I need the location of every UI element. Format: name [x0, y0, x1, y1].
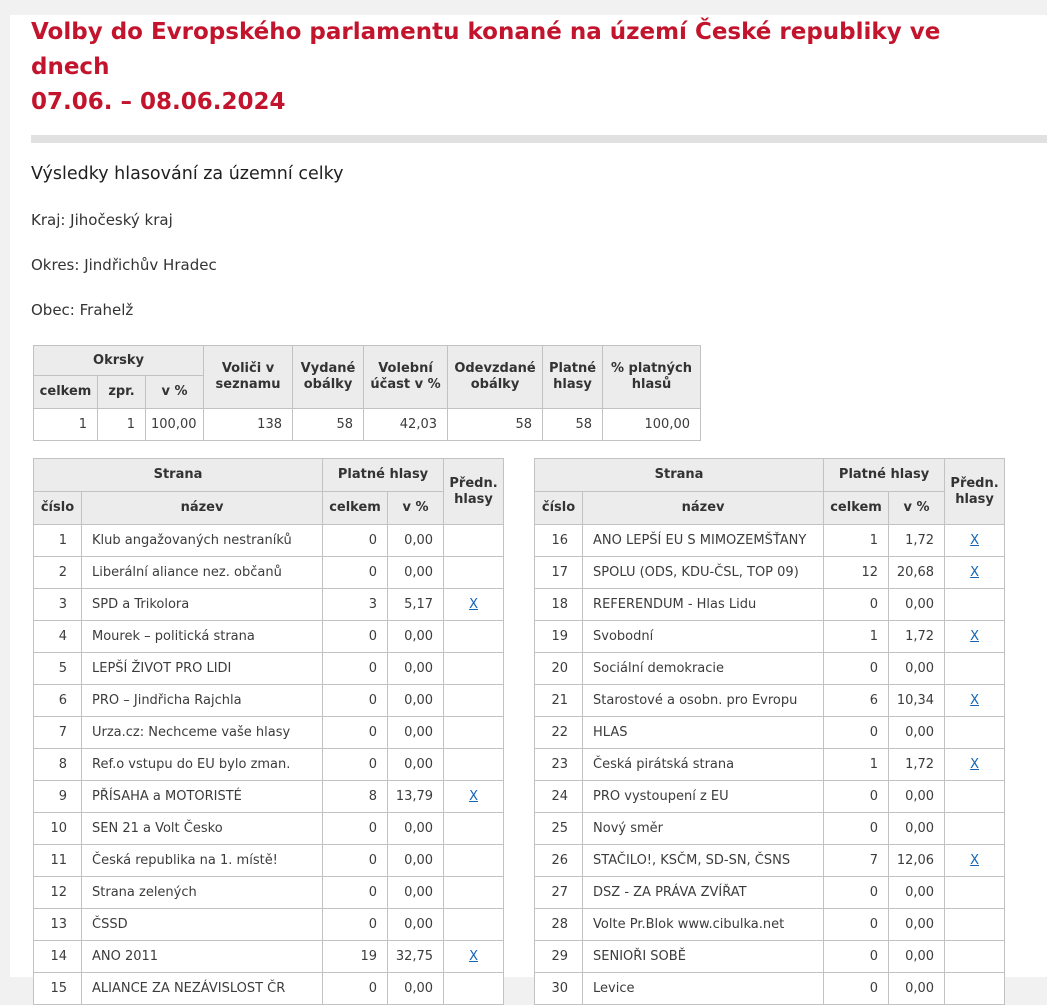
party-row [34, 653, 504, 685]
party-votes-cell: 0 [824, 781, 889, 813]
party-row [535, 589, 1005, 621]
party-percent-cell: 20,68 [889, 557, 945, 589]
party-percent-cell: 0,00 [889, 909, 945, 941]
party-number-cell: 5 [34, 653, 82, 685]
party-votes-cell: 0 [824, 877, 889, 909]
party-row [34, 685, 504, 717]
party-votes-cell: 0 [323, 621, 388, 653]
summary-header-row-1 [34, 346, 701, 376]
party-number-cell: 24 [535, 781, 583, 813]
party-percent-cell: 0,00 [889, 973, 945, 1005]
party-number-cell: 11 [34, 845, 82, 877]
party-percent-cell: 0,00 [889, 781, 945, 813]
municipality-label: Obec: Frahelž [31, 301, 134, 319]
preferential-votes-header: Předn. hlasy [444, 459, 504, 525]
party-row [535, 845, 1005, 877]
party-votes-cell: 0 [824, 909, 889, 941]
party-row [34, 909, 504, 941]
party-results-tables [33, 458, 1047, 1005]
party-percent-cell: 0,00 [388, 685, 444, 717]
party-percent-cell: 0,00 [889, 589, 945, 621]
party-row [34, 589, 504, 621]
party-votes-cell: 0 [824, 589, 889, 621]
page-title-line-1: Volby do Evropského parlamentu konané na území České republiky ve dnech [31, 19, 941, 80]
party-row [34, 781, 504, 813]
voters-on-roll-value: 138 [204, 409, 293, 441]
party-group-header: Strana [34, 459, 323, 492]
party-number-cell: 6 [34, 685, 82, 717]
party-votes-cell: 1 [824, 525, 889, 557]
party-votes-cell: 0 [824, 717, 889, 749]
party-pref-cell [945, 941, 1005, 973]
party-number-cell: 26 [535, 845, 583, 877]
party-pref-cell [444, 621, 504, 653]
party-votes-cell: 6 [824, 685, 889, 717]
party-votes-cell: 0 [824, 941, 889, 973]
party-votes-cell: 0 [824, 813, 889, 845]
party-votes-cell: 0 [323, 845, 388, 877]
party-percent-cell: 0,00 [889, 813, 945, 845]
party-number-cell: 1 [34, 525, 82, 557]
party-pref-cell [945, 685, 1005, 717]
okrsky-percent-value: 100,00 [146, 409, 204, 441]
party-number-header: číslo [535, 492, 583, 525]
party-percent-cell: 0,00 [388, 973, 444, 1005]
preferential-votes-link[interactable]: X [970, 629, 980, 644]
okrsky-total-value: 1 [34, 409, 98, 441]
okrsky-group-header: Okrsky [34, 346, 204, 376]
party-percent-cell: 0,00 [889, 941, 945, 973]
party-row [535, 781, 1005, 813]
party-name-cell: Volte Pr.Blok www.cibulka.net [583, 909, 824, 941]
party-pref-cell [945, 749, 1005, 781]
section-title: Výsledky hlasování za územní celky [31, 164, 344, 184]
okrsky-processed-value: 1 [98, 409, 146, 441]
party-votes-cell: 3 [323, 589, 388, 621]
party-row [535, 877, 1005, 909]
okrsky-total-header: celkem [34, 376, 98, 409]
party-row [34, 717, 504, 749]
party-pref-cell [444, 653, 504, 685]
party-row [535, 525, 1005, 557]
party-percent-cell: 0,00 [889, 653, 945, 685]
party-name-cell: REFERENDUM - Hlas Lidu [583, 589, 824, 621]
preferential-votes-link[interactable]: X [970, 757, 980, 772]
party-number-cell: 22 [535, 717, 583, 749]
party-name-cell: Strana zelených [82, 877, 323, 909]
party-percent-header: v % [889, 492, 945, 525]
party-name-cell: Liberální aliance nez. občanů [82, 557, 323, 589]
valid-votes-value: 58 [543, 409, 603, 441]
envelopes-issued-value: 58 [293, 409, 364, 441]
party-name-cell: PRO vystoupení z EU [583, 781, 824, 813]
party-number-cell: 17 [535, 557, 583, 589]
party-pref-cell [945, 653, 1005, 685]
party-percent-cell: 0,00 [388, 845, 444, 877]
party-number-cell: 10 [34, 813, 82, 845]
okrsky-processed-header: zpr. [98, 376, 146, 409]
party-pref-cell [945, 781, 1005, 813]
valid-votes-percent-header: % platných hlasů [603, 346, 701, 409]
party-number-cell: 18 [535, 589, 583, 621]
party-pref-cell [444, 941, 504, 973]
page-background [0, 15, 1047, 996]
party-votes-cell: 1 [824, 621, 889, 653]
party-name-cell: Svobodní [583, 621, 824, 653]
valid-votes-percent-value: 100,00 [603, 409, 701, 441]
party-percent-cell: 0,00 [388, 717, 444, 749]
party-header-row-2 [535, 492, 1005, 525]
party-table-left [33, 458, 504, 1005]
party-name-header: název [583, 492, 824, 525]
party-pref-cell [444, 973, 504, 1005]
party-percent-cell: 1,72 [889, 749, 945, 781]
party-pref-cell [444, 717, 504, 749]
party-name-cell: Starostové a osobn. pro Evropu [583, 685, 824, 717]
party-number-cell: 19 [535, 621, 583, 653]
party-name-cell: Sociální demokracie [583, 653, 824, 685]
party-votes-cell: 0 [323, 525, 388, 557]
envelopes-returned-header: Odevzdané obálky [448, 346, 543, 409]
party-row [34, 621, 504, 653]
party-votes-cell: 0 [323, 653, 388, 685]
party-pref-cell [945, 813, 1005, 845]
turnout-percent-value: 42,03 [364, 409, 448, 441]
party-votes-cell: 0 [323, 877, 388, 909]
party-percent-cell: 10,34 [889, 685, 945, 717]
party-row [535, 941, 1005, 973]
party-percent-cell: 0,00 [889, 877, 945, 909]
party-number-cell: 15 [34, 973, 82, 1005]
party-number-cell: 25 [535, 813, 583, 845]
preferential-votes-link[interactable]: X [970, 533, 980, 548]
party-percent-cell: 0,00 [388, 909, 444, 941]
party-pref-cell [945, 525, 1005, 557]
district-label: Okres: Jindřichův Hradec [31, 256, 217, 274]
party-percent-cell: 0,00 [388, 749, 444, 781]
party-header-row-1 [34, 459, 504, 492]
party-name-cell: SPOLU (ODS, KDU-ČSL, TOP 09) [583, 557, 824, 589]
party-name-cell: Mourek – politická strana [82, 621, 323, 653]
party-row [34, 525, 504, 557]
party-number-cell: 23 [535, 749, 583, 781]
party-votes-cell: 0 [323, 717, 388, 749]
party-percent-cell: 5,17 [388, 589, 444, 621]
party-votes-cell: 8 [323, 781, 388, 813]
party-name-cell: Klub angažovaných nestraníků [82, 525, 323, 557]
party-row [34, 749, 504, 781]
preferential-votes-link[interactable]: X [469, 597, 478, 612]
party-row [34, 557, 504, 589]
preferential-votes-link[interactable]: X [970, 565, 980, 580]
party-row [34, 941, 504, 973]
preferential-votes-link[interactable]: X [970, 853, 980, 868]
party-votes-cell: 0 [824, 653, 889, 685]
party-votes-cell: 19 [323, 941, 388, 973]
party-row [535, 749, 1005, 781]
party-number-header: číslo [34, 492, 82, 525]
envelopes-returned-value: 58 [448, 409, 543, 441]
party-number-cell: 28 [535, 909, 583, 941]
party-votes-cell: 0 [323, 557, 388, 589]
party-votes-cell: 12 [824, 557, 889, 589]
party-pref-cell [444, 525, 504, 557]
party-number-cell: 2 [34, 557, 82, 589]
party-percent-cell: 12,06 [889, 845, 945, 877]
turnout-summary-table [33, 345, 701, 441]
party-name-cell: ČSSD [82, 909, 323, 941]
party-pref-cell [945, 621, 1005, 653]
party-row [34, 973, 504, 1005]
voters-on-roll-header: Voliči v seznamu [204, 346, 293, 409]
party-header-row-1 [535, 459, 1005, 492]
party-pref-cell [444, 589, 504, 621]
party-votes-cell: 0 [323, 749, 388, 781]
turnout-percent-header: Volební účast v % [364, 346, 448, 409]
party-name-cell: STAČILO!, KSČM, SD-SN, ČSNS [583, 845, 824, 877]
party-number-cell: 13 [34, 909, 82, 941]
party-number-cell: 3 [34, 589, 82, 621]
valid-votes-header: Platné hlasy [543, 346, 603, 409]
party-percent-header: v % [388, 492, 444, 525]
party-pref-cell [444, 909, 504, 941]
party-number-cell: 16 [535, 525, 583, 557]
party-votes-cell: 0 [323, 685, 388, 717]
summary-data-row [34, 409, 701, 441]
party-percent-cell: 1,72 [889, 621, 945, 653]
party-name-cell: SPD a Trikolora [82, 589, 323, 621]
valid-votes-group-header: Platné hlasy [824, 459, 945, 492]
party-name-cell: PRO – Jindřicha Rajchla [82, 685, 323, 717]
party-number-cell: 7 [34, 717, 82, 749]
title-divider [31, 135, 1047, 143]
party-row [34, 845, 504, 877]
party-group-header: Strana [535, 459, 824, 492]
party-row [535, 973, 1005, 1005]
preferential-votes-header: Předn. hlasy [945, 459, 1005, 525]
party-name-header: název [82, 492, 323, 525]
party-pref-cell [945, 877, 1005, 909]
valid-votes-group-header: Platné hlasy [323, 459, 444, 492]
party-number-cell: 20 [535, 653, 583, 685]
party-row [535, 909, 1005, 941]
preferential-votes-link[interactable]: X [970, 693, 980, 708]
party-votes-cell: 0 [824, 973, 889, 1005]
party-name-cell: Levice [583, 973, 824, 1005]
party-row [34, 877, 504, 909]
party-pref-cell [444, 781, 504, 813]
party-name-cell: ANO 2011 [82, 941, 323, 973]
party-pref-cell [945, 909, 1005, 941]
party-votes-header: celkem [824, 492, 889, 525]
party-row [34, 813, 504, 845]
party-name-cell: HLAS [583, 717, 824, 749]
party-name-cell: Ref.o vstupu do EU bylo zman. [82, 749, 323, 781]
region-label: Kraj: Jihočeský kraj [31, 211, 173, 229]
envelopes-issued-header: Vydané obálky [293, 346, 364, 409]
party-votes-cell: 7 [824, 845, 889, 877]
party-name-cell: Česká pirátská strana [583, 749, 824, 781]
party-percent-cell: 0,00 [388, 653, 444, 685]
party-row [535, 653, 1005, 685]
party-votes-header: celkem [323, 492, 388, 525]
party-header-row-2 [34, 492, 504, 525]
party-pref-cell [945, 589, 1005, 621]
party-name-cell: Česká republika na 1. místě! [82, 845, 323, 877]
party-pref-cell [945, 557, 1005, 589]
party-percent-cell: 0,00 [388, 813, 444, 845]
party-number-cell: 9 [34, 781, 82, 813]
party-number-cell: 14 [34, 941, 82, 973]
party-number-cell: 21 [535, 685, 583, 717]
party-row [535, 685, 1005, 717]
party-row [535, 813, 1005, 845]
party-percent-cell: 0,00 [388, 557, 444, 589]
page-title [31, 15, 1007, 120]
party-percent-cell: 0,00 [388, 621, 444, 653]
party-number-cell: 4 [34, 621, 82, 653]
party-percent-cell: 0,00 [388, 525, 444, 557]
party-votes-cell: 0 [323, 909, 388, 941]
party-votes-cell: 0 [323, 973, 388, 1005]
party-pref-cell [444, 845, 504, 877]
party-percent-cell: 1,72 [889, 525, 945, 557]
party-table-right [534, 458, 1005, 1005]
preferential-votes-link[interactable]: X [469, 949, 478, 964]
okrsky-percent-header: v % [146, 376, 204, 409]
party-number-cell: 8 [34, 749, 82, 781]
party-name-cell: ANO LEPŠÍ EU S MIMOZEMŠŤANY [583, 525, 824, 557]
party-name-cell: ALIANCE ZA NEZÁVISLOST ČR [82, 973, 323, 1005]
party-name-cell: PŘÍSAHA a MOTORISTÉ [82, 781, 323, 813]
party-pref-cell [444, 749, 504, 781]
preferential-votes-link[interactable]: X [469, 789, 478, 804]
party-pref-cell [945, 973, 1005, 1005]
party-row [535, 621, 1005, 653]
party-pref-cell [444, 557, 504, 589]
party-name-cell: SENIOŘI SOBĚ [583, 941, 824, 973]
party-number-cell: 29 [535, 941, 583, 973]
page-title-line-2: 07.06. – 08.06.2024 [31, 89, 286, 115]
party-name-cell: LEPŠÍ ŽIVOT PRO LIDI [82, 653, 323, 685]
party-pref-cell [444, 877, 504, 909]
party-pref-cell [444, 685, 504, 717]
party-percent-cell: 0,00 [889, 717, 945, 749]
party-percent-cell: 32,75 [388, 941, 444, 973]
party-name-cell: Urza.cz: Nechceme vaše hlasy [82, 717, 323, 749]
party-row [535, 717, 1005, 749]
party-number-cell: 27 [535, 877, 583, 909]
party-votes-cell: 0 [323, 813, 388, 845]
party-name-cell: DSZ - ZA PRÁVA ZVÍŘAT [583, 877, 824, 909]
party-name-cell: SEN 21 a Volt Česko [82, 813, 323, 845]
party-number-cell: 12 [34, 877, 82, 909]
party-pref-cell [945, 845, 1005, 877]
party-name-cell: Nový směr [583, 813, 824, 845]
party-pref-cell [444, 813, 504, 845]
party-percent-cell: 0,00 [388, 877, 444, 909]
party-number-cell: 30 [535, 973, 583, 1005]
party-row [535, 557, 1005, 589]
party-percent-cell: 13,79 [388, 781, 444, 813]
content-panel [10, 15, 1047, 996]
party-pref-cell [945, 717, 1005, 749]
party-votes-cell: 1 [824, 749, 889, 781]
